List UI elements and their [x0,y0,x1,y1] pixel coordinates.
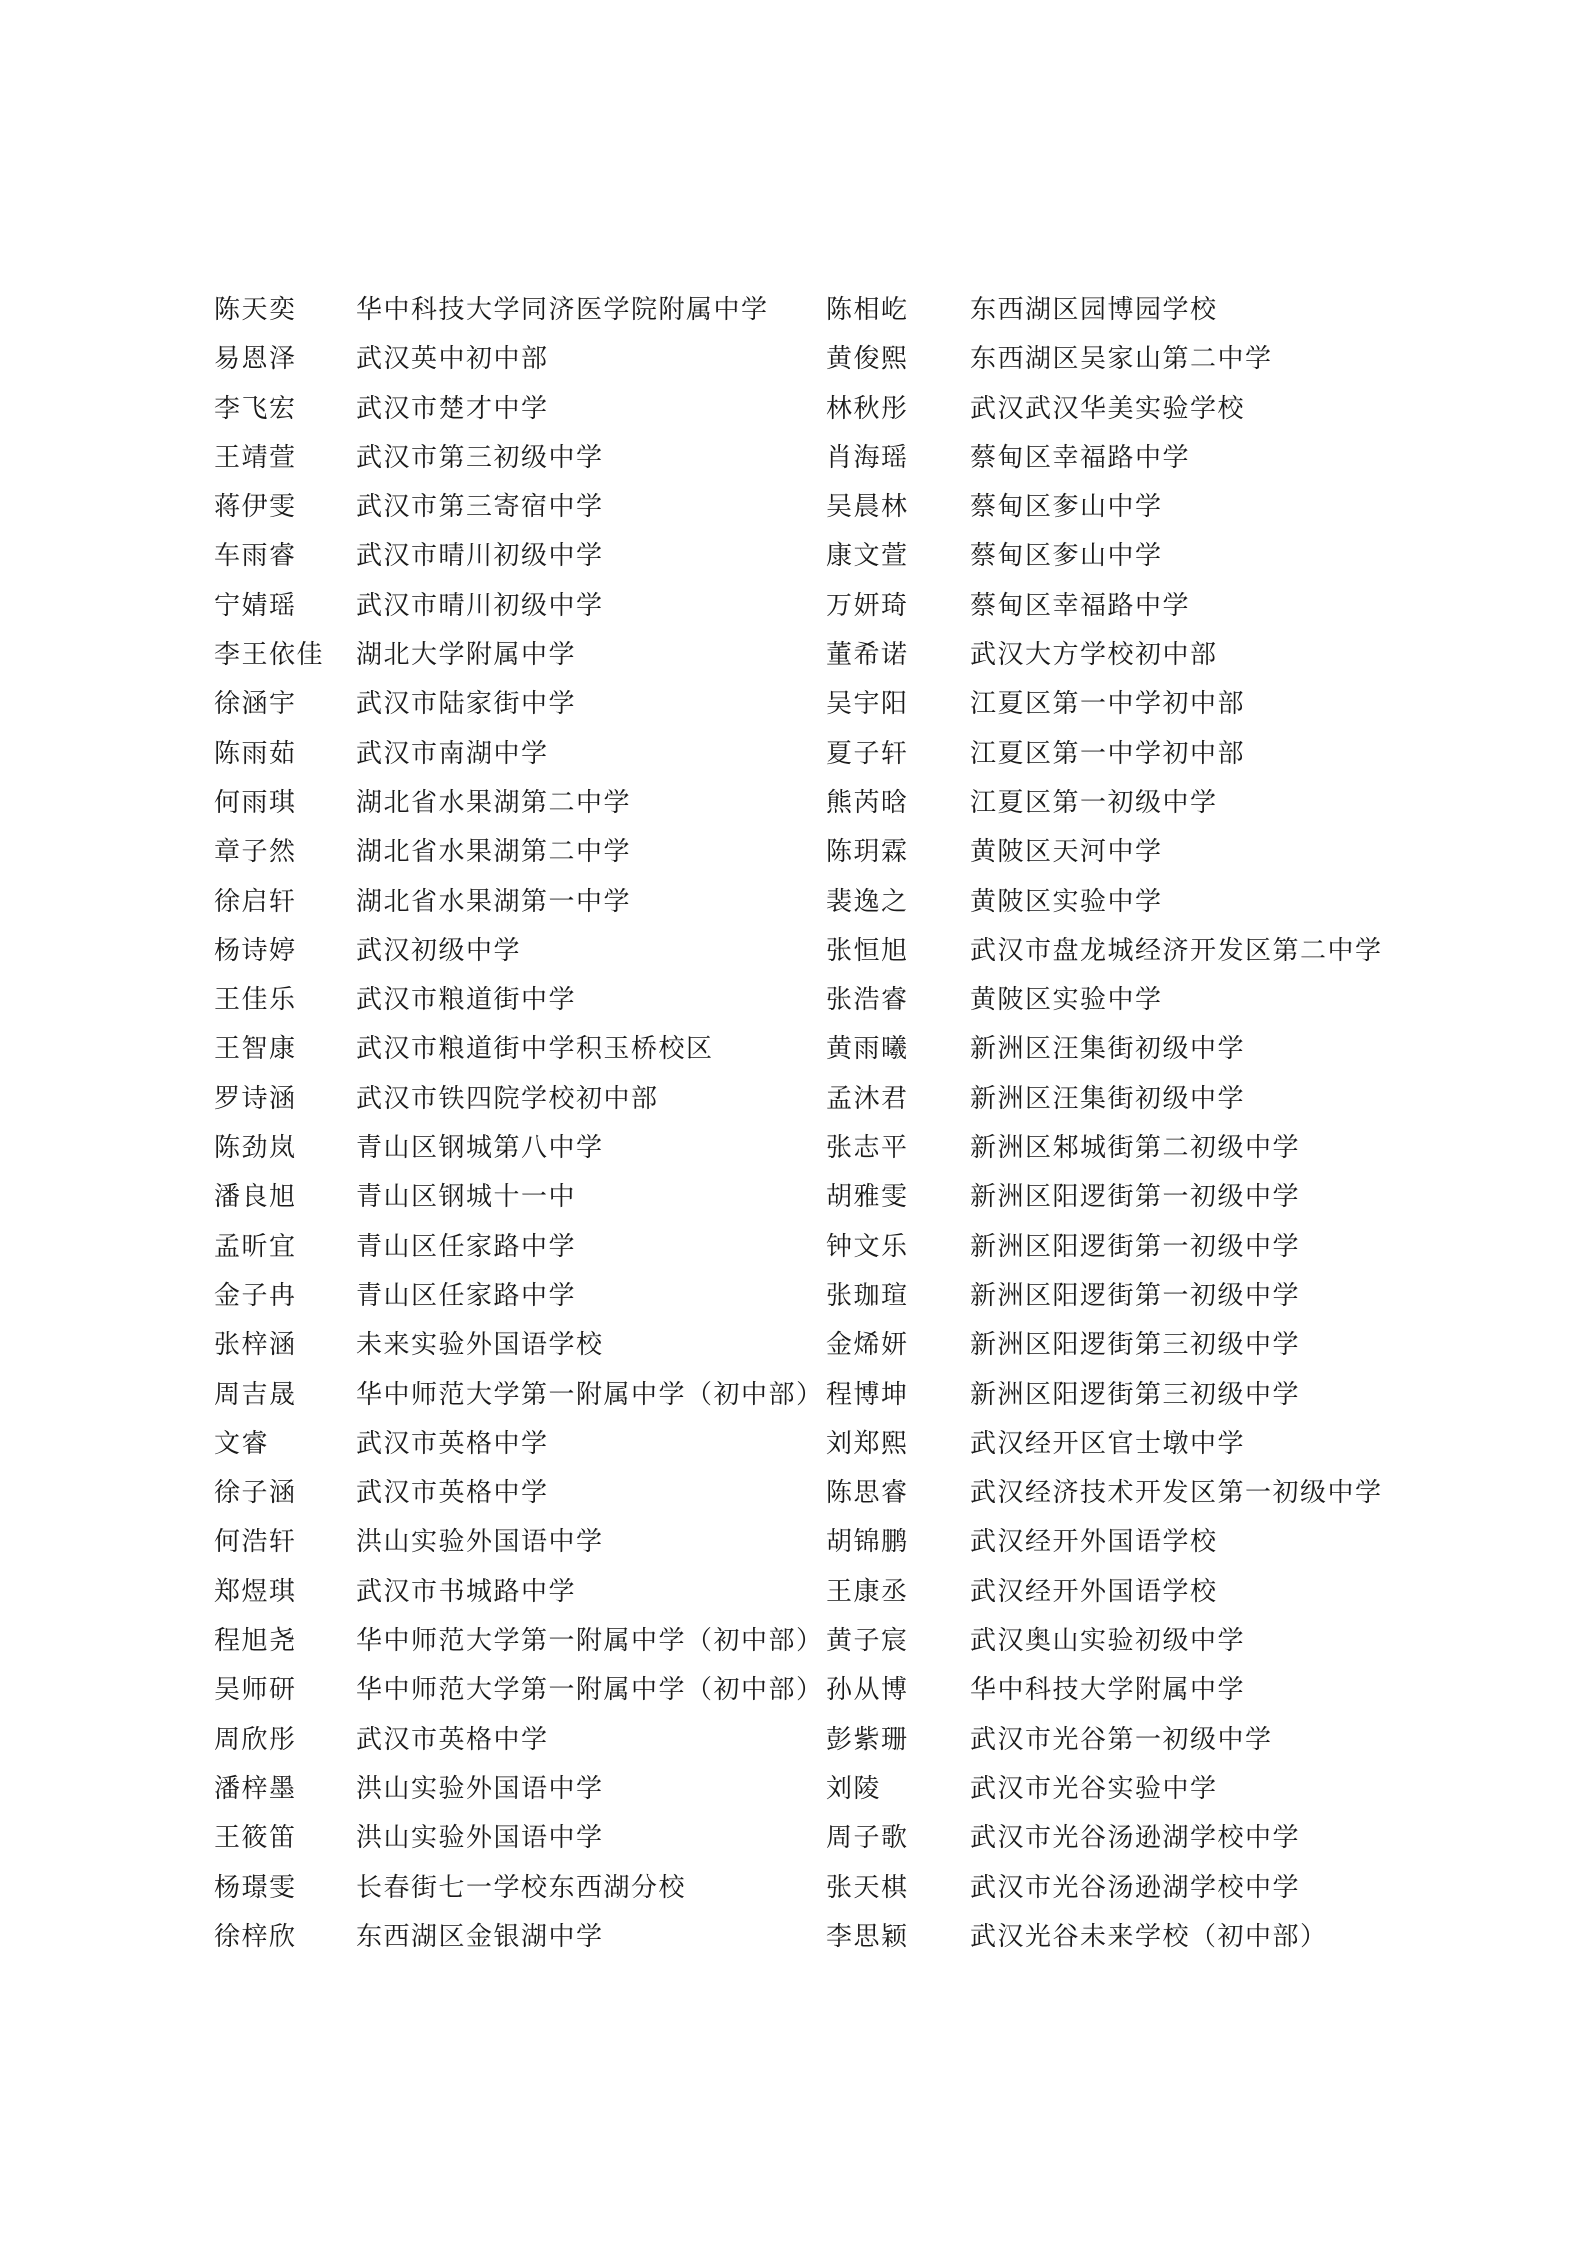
roster-row [0,1075,1587,1124]
left-student-name: 章子然 [214,837,297,868]
roster-row [0,1223,1587,1272]
right-school-name: 武汉市盘龙城经济开发区第二中学 [970,935,1383,966]
left-student-name: 何浩轩 [214,1527,297,1558]
right-school-name: 新洲区阳逻街第三初级中学 [970,1330,1301,1361]
right-student-name: 黄俊熙 [826,344,909,375]
left-school-name: 东西湖区金银湖中学 [356,1921,604,1952]
right-student-name: 王康丞 [826,1576,909,1607]
right-student-name: 金烯妍 [826,1330,909,1361]
right-student-name: 张志平 [826,1133,909,1164]
left-school-name: 武汉市楚才中学 [356,393,549,424]
left-school-name: 武汉市铁四院学校初中部 [356,1083,659,1114]
right-student-name: 肖海瑶 [826,442,909,473]
roster-row [0,335,1587,384]
left-school-name: 武汉市英格中学 [356,1428,549,1459]
right-school-name: 武汉市光谷汤逊湖学校中学 [970,1823,1301,1854]
left-student-name: 徐梓欣 [214,1921,297,1952]
roster-row [0,878,1587,927]
right-school-name: 江夏区第一中学初中部 [970,689,1246,720]
left-school-name: 武汉市第三寄宿中学 [356,492,604,523]
left-school-name: 武汉市英格中学 [356,1724,549,1755]
left-student-name: 陈雨茹 [214,738,297,769]
left-student-name: 吴师研 [214,1675,297,1706]
left-school-name: 武汉市晴川初级中学 [356,590,604,621]
right-student-name: 张珈瑄 [826,1280,909,1311]
left-student-name: 金子冉 [214,1280,297,1311]
roster-row [0,779,1587,828]
right-student-name: 万妍琦 [826,590,909,621]
right-school-name: 新洲区阳逻街第一初级中学 [970,1231,1301,1262]
right-student-name: 吴晨林 [826,492,909,523]
left-student-name: 周吉晟 [214,1379,297,1410]
roster-row [0,730,1587,779]
left-student-name: 徐子涵 [214,1478,297,1509]
left-student-name: 宁婧瑶 [214,590,297,621]
roster-row [0,1765,1587,1814]
right-school-name: 新洲区阳逻街第一初级中学 [970,1182,1301,1213]
roster-row [0,1716,1587,1765]
right-student-name: 程博坤 [826,1379,909,1410]
left-student-name: 孟昕宜 [214,1231,297,1262]
roster-row [0,1814,1587,1863]
right-school-name: 武汉经开外国语学校 [970,1576,1218,1607]
left-school-name: 未来实验外国语学校 [356,1330,604,1361]
right-student-name: 林秋彤 [826,393,909,424]
left-school-name: 武汉市粮道街中学 [356,985,577,1016]
right-school-name: 黄陂区实验中学 [970,985,1163,1016]
right-school-name: 蔡甸区奓山中学 [970,541,1163,572]
left-student-name: 陈天奕 [214,295,297,325]
right-school-name: 武汉大方学校初中部 [970,640,1218,671]
left-student-name: 陈劲岚 [214,1133,297,1164]
left-school-name: 武汉市英格中学 [356,1478,549,1509]
right-school-name: 蔡甸区奓山中学 [970,492,1163,523]
right-student-name: 张浩睿 [826,985,909,1016]
right-school-name: 武汉武汉华美实验学校 [970,393,1246,424]
roster-row [0,1272,1587,1321]
roster-row [0,1913,1587,1962]
right-student-name: 熊芮晗 [826,787,909,818]
left-student-name: 蒋伊雯 [214,492,297,523]
right-student-name: 钟文乐 [826,1231,909,1262]
right-school-name: 新洲区阳逻街第三初级中学 [970,1379,1301,1410]
right-student-name: 陈思睿 [826,1478,909,1509]
right-student-name: 吴宇阳 [826,689,909,720]
right-student-name: 裴逸之 [826,886,909,917]
roster-row [0,385,1587,434]
right-school-name: 江夏区第一中学初中部 [970,738,1246,769]
left-school-name: 武汉英中初中部 [356,344,549,375]
left-student-name: 李飞宏 [214,393,297,424]
roster-row [0,582,1587,631]
left-school-name: 洪山实验外国语中学 [356,1527,604,1558]
right-student-name: 夏子轩 [826,738,909,769]
right-student-name: 黄雨曦 [826,1034,909,1065]
roster-row [0,1518,1587,1567]
roster-row [0,927,1587,976]
left-school-name: 青山区任家路中学 [356,1231,577,1262]
right-school-name: 黄陂区实验中学 [970,886,1163,917]
roster-row [0,286,1587,335]
right-school-name: 江夏区第一初级中学 [970,787,1218,818]
left-student-name: 潘良旭 [214,1182,297,1213]
left-student-name: 文睿 [214,1428,270,1459]
roster-row [0,1321,1587,1370]
left-student-name: 程旭尧 [214,1626,297,1657]
left-school-name: 湖北大学附属中学 [356,640,577,671]
left-school-name: 武汉初级中学 [356,935,522,966]
left-student-name: 潘梓墨 [214,1773,297,1804]
right-student-name: 刘陵 [826,1773,882,1804]
roster-row [0,631,1587,680]
roster-row [0,1124,1587,1173]
roster-row [0,1371,1587,1420]
roster-row [0,1025,1587,1074]
right-school-name: 新洲区汪集街初级中学 [970,1034,1246,1065]
left-student-name: 杨璟雯 [214,1872,297,1903]
right-student-name: 陈玥霖 [826,837,909,868]
left-school-name: 华中师范大学第一附属中学（初中部） [356,1626,824,1657]
right-student-name: 彭紫珊 [826,1724,909,1755]
roster-row [0,1864,1587,1913]
right-school-name: 蔡甸区幸福路中学 [970,442,1191,473]
left-school-name: 湖北省水果湖第二中学 [356,787,632,818]
roster-row [0,1420,1587,1469]
right-student-name: 李思颖 [826,1921,909,1952]
right-school-name: 东西湖区园博园学校 [970,295,1218,325]
right-school-name: 武汉奥山实验初级中学 [970,1626,1246,1657]
right-school-name: 武汉光谷未来学校（初中部） [970,1921,1328,1952]
left-student-name: 王智康 [214,1034,297,1065]
roster-row [0,828,1587,877]
student-roster [0,286,1587,1962]
right-student-name: 董希诺 [826,640,909,671]
roster-row [0,1173,1587,1222]
roster-row [0,483,1587,532]
right-school-name: 新洲区邾城街第二初级中学 [970,1133,1301,1164]
left-student-name: 王靖萱 [214,442,297,473]
left-student-name: 李王依佳 [214,640,325,671]
right-student-name: 陈相屹 [826,295,909,325]
left-school-name: 武汉市陆家街中学 [356,689,577,720]
roster-row [0,1568,1587,1617]
right-school-name: 武汉市光谷实验中学 [970,1773,1218,1804]
right-student-name: 康文萱 [826,541,909,572]
left-school-name: 湖北省水果湖第一中学 [356,886,632,917]
right-school-name: 新洲区汪集街初级中学 [970,1083,1246,1114]
right-student-name: 孙从博 [826,1675,909,1706]
right-school-name: 蔡甸区幸福路中学 [970,590,1191,621]
left-student-name: 何雨琪 [214,787,297,818]
right-school-name: 武汉经济技术开发区第一初级中学 [970,1478,1383,1509]
left-school-name: 青山区任家路中学 [356,1280,577,1311]
left-school-name: 洪山实验外国语中学 [356,1773,604,1804]
roster-row [0,1617,1587,1666]
right-student-name: 张恒旭 [826,935,909,966]
left-school-name: 武汉市第三初级中学 [356,442,604,473]
left-student-name: 王佳乐 [214,985,297,1016]
left-school-name: 长春街七一学校东西湖分校 [356,1872,687,1903]
left-student-name: 杨诗婷 [214,935,297,966]
right-student-name: 张天棋 [826,1872,909,1903]
left-student-name: 郑煜琪 [214,1576,297,1607]
roster-row [0,1469,1587,1518]
left-school-name: 武汉市南湖中学 [356,738,549,769]
left-student-name: 徐启轩 [214,886,297,917]
left-student-name: 徐涵宇 [214,689,297,720]
left-school-name: 洪山实验外国语中学 [356,1823,604,1854]
right-student-name: 胡雅雯 [826,1182,909,1213]
left-school-name: 青山区钢城第八中学 [356,1133,604,1164]
left-student-name: 周欣彤 [214,1724,297,1755]
right-school-name: 新洲区阳逻街第一初级中学 [970,1280,1301,1311]
left-student-name: 王筱笛 [214,1823,297,1854]
right-school-name: 武汉市光谷汤逊湖学校中学 [970,1872,1301,1903]
left-student-name: 车雨睿 [214,541,297,572]
left-school-name: 华中师范大学第一附属中学（初中部） [356,1379,824,1410]
right-school-name: 黄陂区天河中学 [970,837,1163,868]
left-school-name: 青山区钢城十一中 [356,1182,577,1213]
left-school-name: 武汉市粮道街中学积玉桥校区 [356,1034,714,1065]
left-school-name: 武汉市书城路中学 [356,1576,577,1607]
left-student-name: 易恩泽 [214,344,297,375]
left-student-name: 罗诗涵 [214,1083,297,1114]
right-student-name: 周子歌 [826,1823,909,1854]
left-school-name: 湖北省水果湖第二中学 [356,837,632,868]
left-student-name: 张梓涵 [214,1330,297,1361]
right-school-name: 武汉经开区官士墩中学 [970,1428,1246,1459]
right-student-name: 胡锦鹏 [826,1527,909,1558]
roster-row [0,532,1587,581]
roster-row [0,1666,1587,1715]
roster-row [0,434,1587,483]
right-student-name: 刘郑熙 [826,1428,909,1459]
roster-row [0,976,1587,1025]
right-student-name: 孟沐君 [826,1083,909,1114]
right-school-name: 华中科技大学附属中学 [970,1675,1246,1706]
right-school-name: 武汉经开外国语学校 [970,1527,1218,1558]
right-school-name: 东西湖区吴家山第二中学 [970,344,1273,375]
left-school-name: 武汉市晴川初级中学 [356,541,604,572]
left-school-name: 华中师范大学第一附属中学（初中部） [356,1675,824,1706]
left-school-name: 华中科技大学同济医学院附属中学 [356,295,769,325]
right-school-name: 武汉市光谷第一初级中学 [970,1724,1273,1755]
roster-row [0,680,1587,729]
right-student-name: 黄子宸 [826,1626,909,1657]
